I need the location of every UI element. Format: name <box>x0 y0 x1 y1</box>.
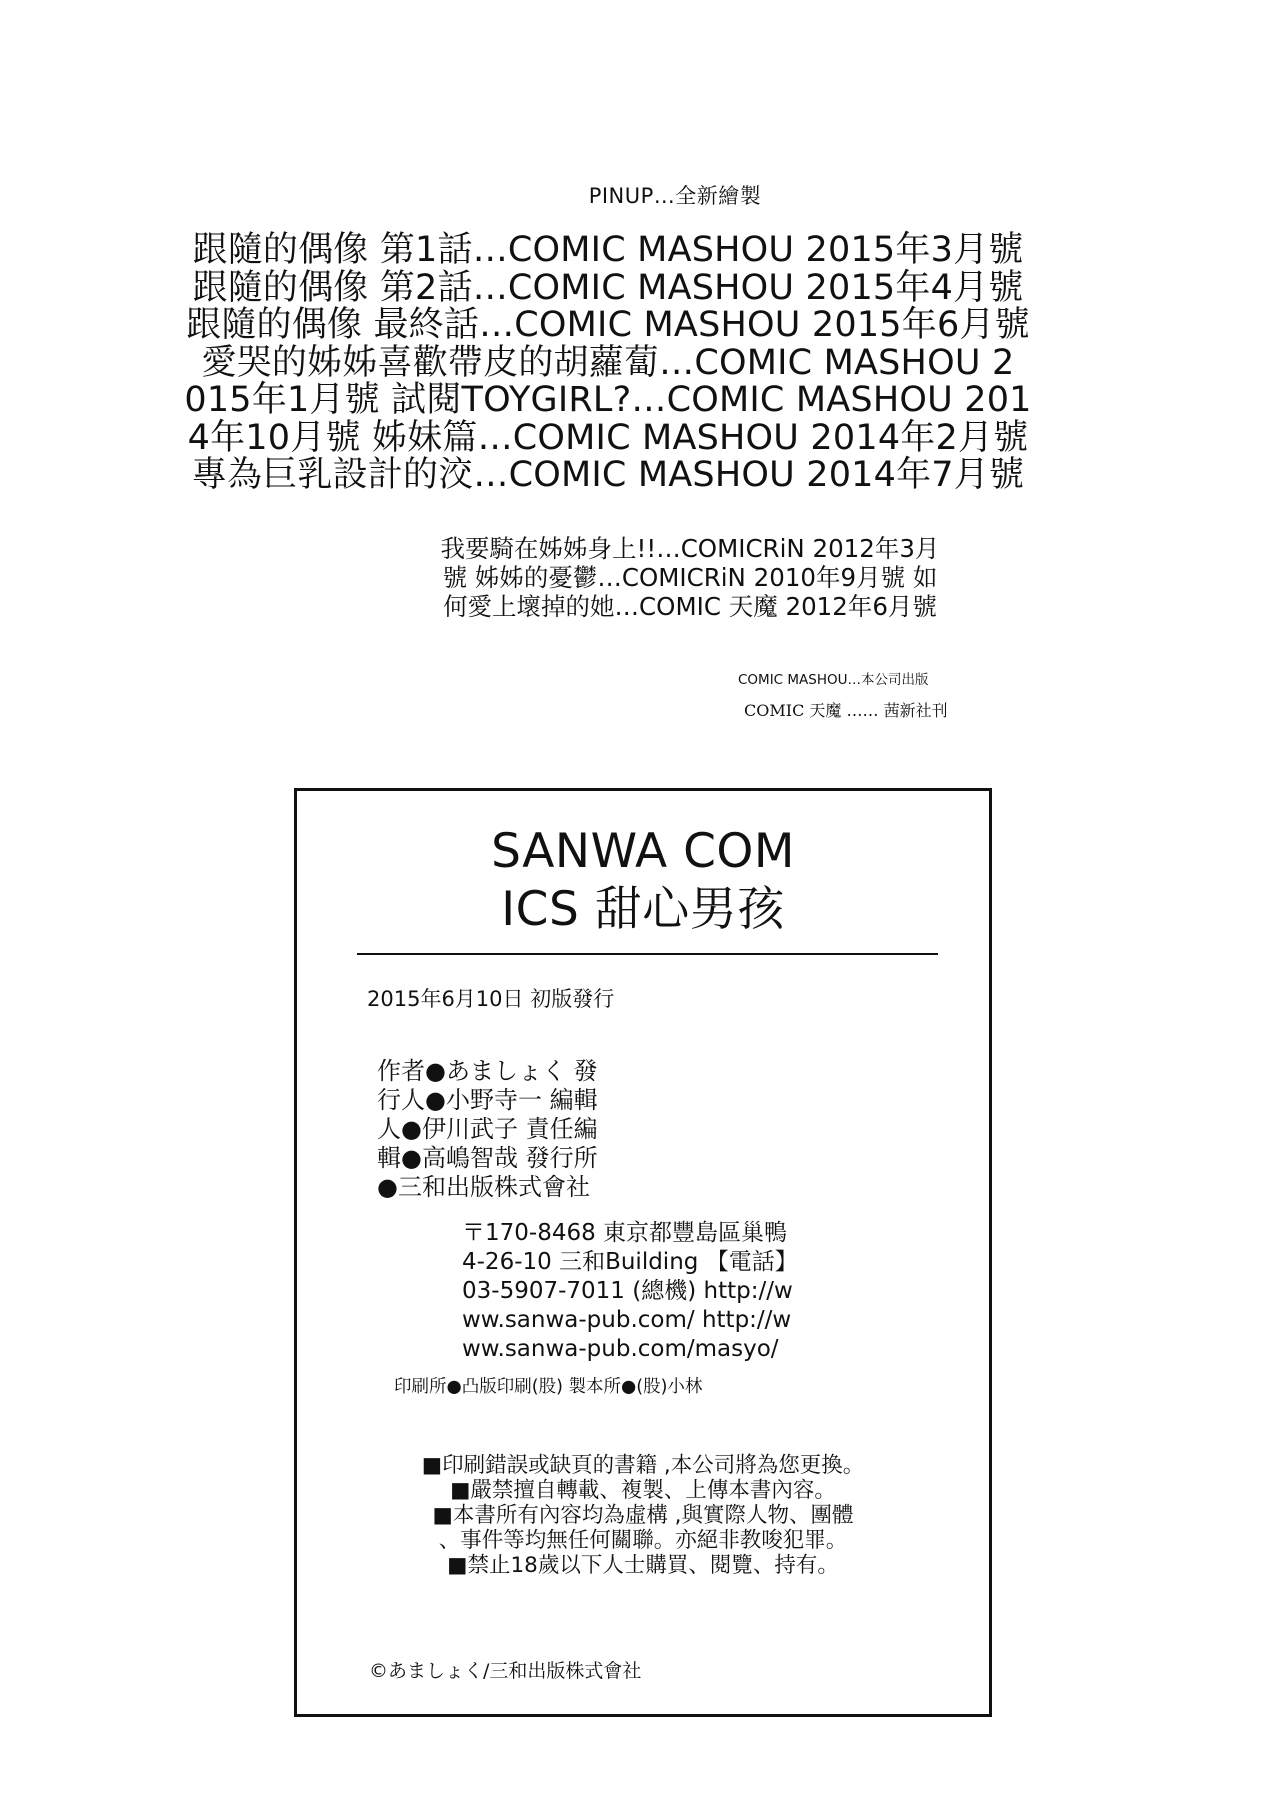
serialization-line: 愛哭的姊姊喜歡帶皮的胡蘿蔔…COMIC MASHOU 2 <box>201 342 1015 383</box>
serialization-line: 跟隨的偶像 第1話…COMIC MASHOU 2015年3月號 <box>192 230 1024 270</box>
publisher-note: COMIC 天魔 …… 茜新社刊 <box>744 701 948 720</box>
credit-line: 作者●あましょく 發 <box>377 1057 598 1085</box>
notice-line: 、事件等均無任何關聯。亦絕非教唆犯罪。 <box>438 1528 848 1553</box>
credit-line: ●三和出版株式會社 <box>377 1173 590 1201</box>
book-title <box>297 823 989 939</box>
notice-line: ■印刷錯誤或缺頁的書籍 ,本公司將為您更換。 <box>421 1453 865 1478</box>
address-line: ww.sanwa-pub.com/ http://w <box>462 1307 792 1333</box>
serialization-line: 何愛上壞掉的她…COMIC 天魔 2012年6月號 <box>443 592 937 621</box>
notices <box>297 1453 989 1578</box>
serialization-line: 我要騎在姊姊身上!!…COMICRiN 2012年3月 <box>440 534 940 563</box>
address-line: 03-5907-7011 (總機) http://w <box>462 1278 793 1304</box>
address-line: 〒170-8468 東京都豐島區巢鴨 <box>462 1220 788 1246</box>
publisher-note: COMIC MASHOU…本公司出版 <box>738 672 929 688</box>
notice-line: ■本書所有內容均為虛構 ,與實際人物、團體 <box>432 1503 854 1528</box>
serialization-line: 專為巨乳設計的洨…COMIC MASHOU 2014年7月號 <box>191 455 1025 495</box>
book-title-line: ICS 甜心男孩 <box>501 882 785 937</box>
copyright: ©あましょく/三和出版株式會社 <box>369 1660 642 1682</box>
notice-line: ■嚴禁擅自轉載、複製、上傳本書內容。 <box>450 1478 836 1503</box>
printer-info: 印刷所●凸版印刷(股) 製本所●(股)小林 <box>394 1377 703 1397</box>
credit-line: 人●伊川武子 責任編 <box>377 1115 598 1143</box>
first-edition-date: 2015年6月10日 初版發行 <box>367 987 615 1011</box>
address-line: ww.sanwa-pub.com/masyo/ <box>462 1336 779 1362</box>
serialization-line: 跟隨的偶像 最終話…COMIC MASHOU 2015年6月號 <box>186 305 1030 345</box>
credit-line: 行人●小野寺一 編輯 <box>377 1086 598 1114</box>
serialization-line: 跟隨的偶像 第2話…COMIC MASHOU 2015年4月號 <box>192 267 1024 308</box>
credit-line: 輯●高嶋智哉 發行所 <box>377 1144 598 1172</box>
address-line: 4-26-10 三和Building 【電話】 <box>462 1249 798 1275</box>
notice-line: ■禁止18歲以下人士購買、閱覽、持有。 <box>447 1553 839 1578</box>
serialization-list <box>168 232 1048 495</box>
serialization-line: 4年10月號 姊妹篇…COMIC MASHOU 2014年2月號 <box>187 417 1029 458</box>
serialization-line: 號 姊姊的憂鬱…COMICRiN 2010年9月號 如 <box>442 563 938 592</box>
publisher-address <box>462 1219 798 1364</box>
divider <box>357 953 938 955</box>
book-title-line: SANWA COM <box>491 824 795 879</box>
credits <box>377 1057 598 1202</box>
pinup-note: PINUP…全新繪製 <box>588 184 762 208</box>
comicrin-serialization-list <box>400 534 980 621</box>
serialization-line: 015年1月號 試閱TOYGIRL?…COMIC MASHOU 201 <box>184 380 1032 420</box>
colophon-box <box>294 788 992 1717</box>
